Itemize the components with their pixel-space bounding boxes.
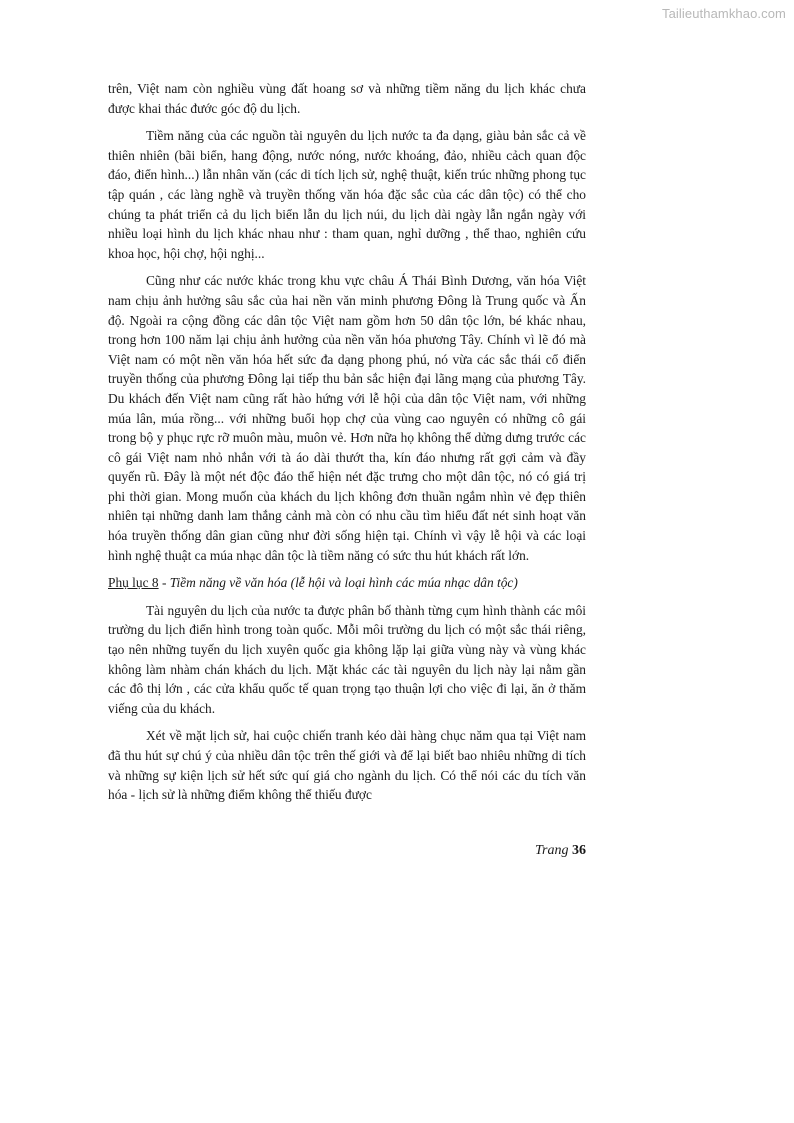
- page-label: Trang: [535, 843, 569, 858]
- page-body: [108, 79, 586, 813]
- appendix-separator: -: [158, 575, 170, 591]
- paragraph-2: Tiềm năng của các nguồn tài nguyên du lịch nước ta đa dạng, giàu bản sắc cả về thiên nhiên (bãi biển, hang động, nước nóng, nước khoáng, đảo, nhiều cảch quan độc đáo, điển hình...) lẫn nhân văn (các di tích lịch sử, nghệ thuật, kiến trúc những phong tục tập quán , các làng nghề và truyền thống văn hóa đặc sắc của các dân tộc) có thể cho chúng ta phát triển cả du lịch biển lẫn du lịch núi, du lịch dài ngày lẫn ngắn ngày với nhiều loại hình du lịch khác nhau như : tham quan, nghỉ dưỡng , thể thao, nghiên cứu khoa học, hội chợ, hội nghị...: [108, 128, 586, 261]
- appendix-label: Phụ lục 8: [108, 575, 159, 591]
- paragraph-1: trên, Việt nam còn nghiều vùng đất hoang sơ và những tiềm năng du lịch khác chưa được khai thác đước góc độ du lịch.: [108, 81, 586, 116]
- page-footer: [420, 843, 586, 859]
- watermark: Tailieuthamkhao.com: [661, 6, 786, 21]
- paragraph-4: Tài nguyên du lịch của nước ta được phân bố thành từng cụm hình thành các môi trường du lịch điển hình trong toàn quốc. Mỗi môi trường du lịch có một sắc thái riêng, tạo nên những tuyến du lịch xuyên quốc gia không lặp lại giữa vùng này và vùng khác không làm nhàm chán khách du lịch. Mặt khác các tài nguyên du lịch này lại nằm gần các đô thị lớn , các cửa khẩu quốc tế quan trọng tạo thuận lợi cho việc đi lại, ăn ở thăm viếng của du khách.: [108, 602, 586, 716]
- appendix-heading: [108, 573, 586, 593]
- appendix-title: Tiềm năng về văn hóa (lễ hội và loại hình các múa nhạc dân tộc): [169, 575, 518, 591]
- page-number: 36: [572, 843, 586, 858]
- paragraph-3: Cũng như các nước khác trong khu vực châu Á Thái Bình Dương, văn hóa Việt nam chịu ảnh hưởng sâu sắc của hai nền văn minh phương Đông là Trung quốc và Ấn độ. Ngoài ra cộng đồng các dân tộc Việt nam gồm hơn 50 dân tộc lớn, bé khác nhau, trong hơn 100 năm lại chịu ảnh hưởng của nền văn hóa phương Tây. Chính vì lẽ đó mà Việt nam có một nền văn hóa hết sức đa dạng phong phú, nó vừa các sắc thái cổ điển truyền thống của phương Đông lại tiếp thu bản sắc hiện đại lãng mạng của phương Tây. Du khách đến Việt nam cũng rất hào hứng với lễ hội của dân tộc Việt nam, với những múa lân, múa rồng... với những buổi họp chợ của vùng cao nguyên có những cô gái trong bộ y phục rực rỡ muôn màu, muôn vẻ. Hơn nữa họ không thể dửng dưng trước các cô gái Việt nam nhỏ nhắn với tà áo dài thướt tha, kín đáo nhưng rất gợi cảm và đầy quyến rũ. Đây là một nét độc đáo thể hiện nét đặc trưng cho một dân tộc, nó có giá trị phi thời gian. Mong muốn của khách du lịch không đơn thuần ngắm nhìn vẻ đẹp thiên nhiên tại những danh lam thắng cảnh mà còn có nhu cầu tìm hiểu đất nét sinh hoạt văn hóa truyền thống dân gian cũng như đời sống hiện tại. Chính vì vậy lễ hội và các loại hình nghệ thuật ca múa nhạc dân tộc là tiềm năng có sức thu hút khách rất lớn.: [108, 273, 586, 563]
- paragraph-5: Xét về mặt lịch sử, hai cuộc chiến tranh kéo dài hàng chục năm qua tại Việt nam đã thu hút sự chú ý của nhiều dân tộc trên thế giới và để lại biết bao nhiêu những di tích và những sự kiện lịch sử hết sức quí giá cho ngành du lịch. Có thể nói các du tích văn hóa - lịch sử là những điểm không thể thiếu được: [108, 728, 586, 803]
